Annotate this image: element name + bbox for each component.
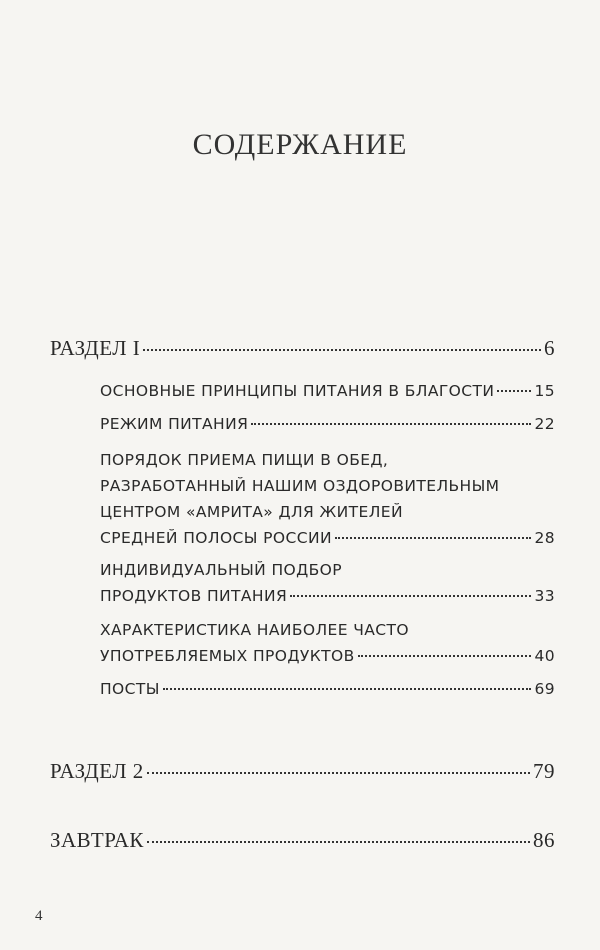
toc-entry-page: 33 xyxy=(534,587,555,605)
toc-entry-label: РАЗДЕЛ 2 xyxy=(50,759,144,783)
toc-entry-label: РЕЖИМ ПИТАНИЯ xyxy=(100,415,249,433)
toc-entry-page: 28 xyxy=(534,529,555,547)
toc-entry-page: 15 xyxy=(534,382,555,400)
toc-entry-page: 86 xyxy=(533,828,555,852)
toc-entry-razdel-2 xyxy=(50,759,555,784)
toc-entry-label: СРЕДНЕЙ ПОЛОСЫ РОССИИ xyxy=(100,529,332,547)
dot-leader xyxy=(497,390,531,392)
page-title: СОДЕРЖАНИЕ xyxy=(192,128,408,161)
toc-entry-principles xyxy=(100,382,555,400)
toc-entry-label: УПОТРЕБЛЯЕМЫХ ПРОДУКТОВ xyxy=(100,647,355,665)
dot-leader xyxy=(147,841,530,843)
dot-leader xyxy=(358,655,532,657)
toc-entry-lunch-line3: ЦЕНТРОМ «АМРИТА» ДЛЯ ЖИТЕЛЕЙ xyxy=(100,503,403,521)
dot-leader xyxy=(147,772,530,774)
toc-entry-regime xyxy=(100,415,555,433)
toc-entry-fasts xyxy=(100,680,555,698)
toc-entry-razdel-1 xyxy=(50,336,555,361)
toc-entry-selection-line1: ИНДИВИДУАЛЬНЫЙ ПОДБОР xyxy=(100,561,343,579)
toc-entry-label: РАЗДЕЛ I xyxy=(50,336,141,360)
toc-entry-characteristics-line1: ХАРАКТЕРИСТИКА НАИБОЛЕЕ ЧАСТО xyxy=(100,621,409,639)
toc-entry-lunch-line2: РАЗРАБОТАННЫЙ НАШИМ ОЗДОРОВИТЕЛЬНЫМ xyxy=(100,477,500,495)
toc-entry-lunch-line1: ПОРЯДОК ПРИЕМА ПИЩИ В ОБЕД, xyxy=(100,451,389,469)
dot-leader xyxy=(143,349,541,351)
toc-entry-page: 6 xyxy=(544,336,555,360)
toc-entry-characteristics xyxy=(100,647,555,665)
toc-entry-label: ОСНОВНЫЕ ПРИНЦИПЫ ПИТАНИЯ В БЛАГОСТИ xyxy=(100,382,495,400)
toc-entry-label: ПОСТЫ xyxy=(100,680,160,698)
toc-entry-page: 69 xyxy=(534,680,555,698)
toc-entry-selection xyxy=(100,587,555,605)
toc-entry-breakfast xyxy=(50,828,555,853)
toc-entry-label: ПРОДУКТОВ ПИТАНИЯ xyxy=(100,587,288,605)
dot-leader xyxy=(335,537,532,539)
toc-entry-label: ЗАВТРАК xyxy=(50,828,144,852)
dot-leader xyxy=(163,688,532,690)
toc-entry-page: 79 xyxy=(533,759,555,783)
dot-leader xyxy=(251,423,531,425)
toc-entry-page: 40 xyxy=(534,647,555,665)
toc-entry-page: 22 xyxy=(534,415,555,433)
page-number: 4 xyxy=(35,908,43,924)
dot-leader xyxy=(290,595,531,597)
toc-entry-lunch xyxy=(100,529,555,547)
